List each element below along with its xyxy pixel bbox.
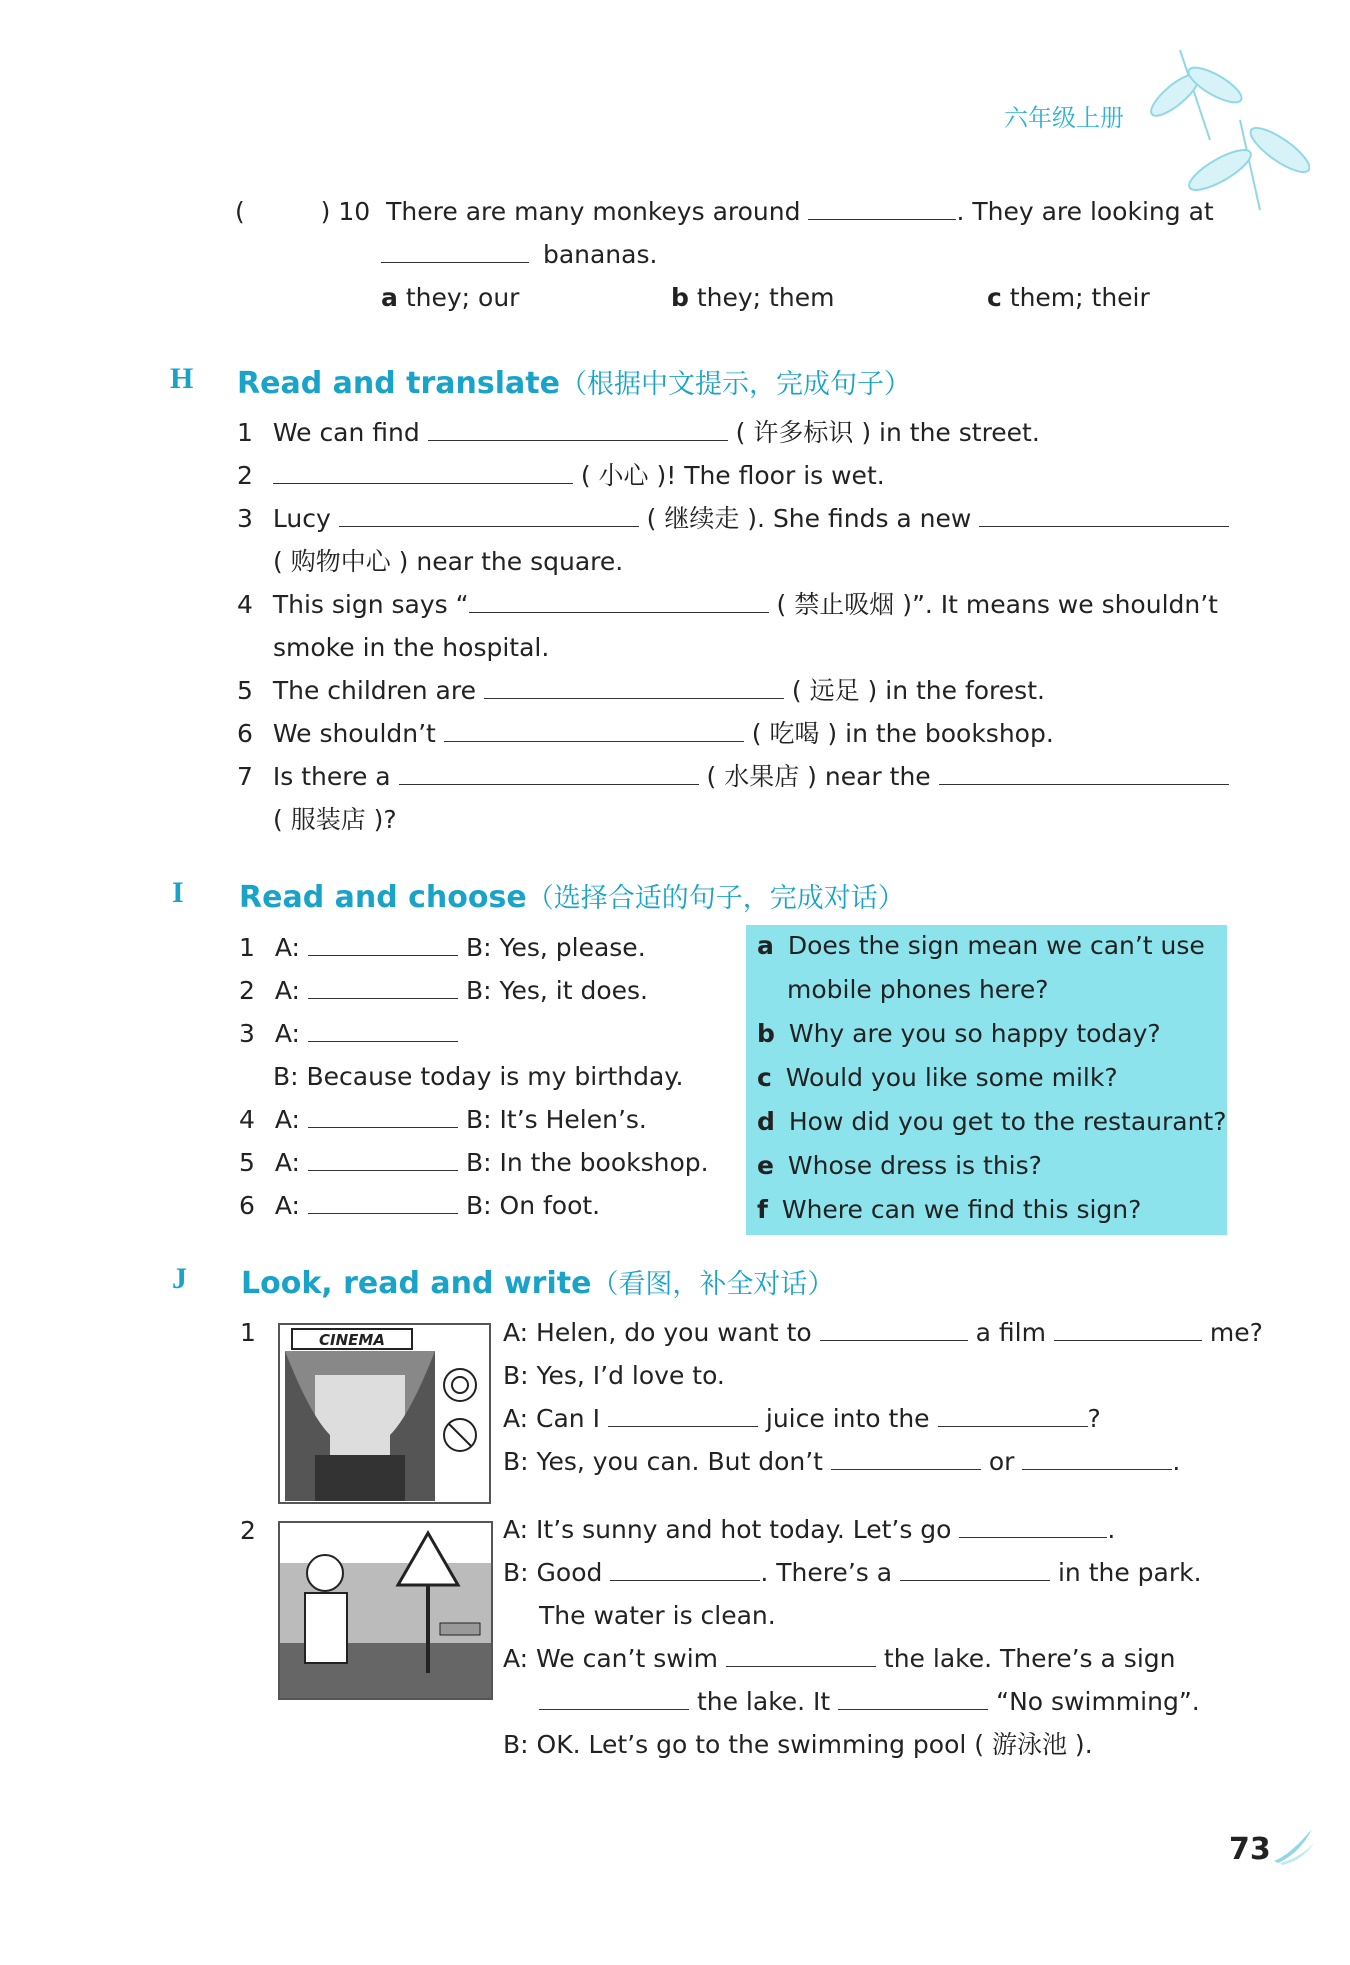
- i3-blank[interactable]: [308, 1019, 458, 1042]
- dialogue-text: A: It’s sunny and hot today. Let’s go: [503, 1515, 952, 1544]
- dialogue-text: B: Yes, you can. But don’t: [503, 1447, 823, 1476]
- h5-blank[interactable]: [484, 676, 784, 699]
- dialogue-text: .: [1172, 1447, 1181, 1476]
- dialogue-text: B: Good: [503, 1558, 603, 1587]
- d2-blank-1[interactable]: [959, 1515, 1107, 1538]
- d2-blank-4[interactable]: [726, 1644, 876, 1667]
- d2-line-1: [503, 1515, 1115, 1545]
- d2-blank-2[interactable]: [610, 1558, 760, 1581]
- option-c[interactable]: [757, 1063, 1118, 1093]
- item-text: ?: [383, 805, 397, 834]
- q10-line-1: [235, 197, 1214, 227]
- i5-blank[interactable]: [308, 1148, 458, 1171]
- option-d[interactable]: [757, 1107, 1227, 1137]
- q10-text-b: . They are looking at: [956, 197, 1214, 226]
- d2-line-2: [503, 1558, 1202, 1588]
- item-text: in the bookshop.: [845, 719, 1054, 748]
- h-item-6: [237, 719, 1054, 749]
- item-number: 1: [237, 418, 253, 447]
- row-number: 6: [239, 1191, 255, 1220]
- item-text: near the square.: [416, 547, 624, 576]
- dialogue-text: A: We can’t swim: [503, 1644, 718, 1673]
- h7-blank-2[interactable]: [939, 762, 1229, 785]
- dialogue-text: A: Helen, do you want to: [503, 1318, 812, 1347]
- q10-paren-close: ): [320, 197, 331, 226]
- i-row-2-answer: B: Yes, it does.: [466, 976, 648, 1005]
- option-a[interactable]: [757, 931, 1205, 961]
- item-text: We shouldn’t: [272, 719, 436, 748]
- q10-line-2: [381, 240, 657, 270]
- d1-blank-1[interactable]: [820, 1318, 968, 1341]
- option-text: they; them: [696, 283, 835, 312]
- item-text: ! The floor is wet.: [666, 461, 885, 490]
- hint: ( 许多标识 ): [735, 418, 872, 447]
- i2-blank[interactable]: [308, 976, 458, 999]
- i-row-4: [239, 1105, 458, 1135]
- section-i-letter: I: [172, 876, 184, 909]
- d1-blank-5[interactable]: [831, 1447, 981, 1470]
- q10-option-c[interactable]: [987, 283, 1150, 313]
- i-row-5-answer: B: In the bookshop.: [466, 1148, 709, 1177]
- i-row-1: [239, 933, 458, 963]
- q10-option-a[interactable]: [381, 283, 519, 313]
- dialogue-text: the lake. There’s a sign: [883, 1644, 1176, 1673]
- h-item-4: [237, 590, 1218, 620]
- item-number: 3: [237, 504, 253, 533]
- section-h-title-cn: （根据中文提示，完成句子）: [559, 369, 911, 400]
- section-h-title-en: Read and translate: [237, 366, 560, 401]
- option-letter: e: [757, 1151, 774, 1180]
- option-a-cont: mobile phones here?: [787, 975, 1049, 1004]
- h-item-3-cont: [273, 547, 623, 577]
- h3-blank-1[interactable]: [339, 504, 639, 527]
- option-letter: c: [987, 283, 1002, 312]
- h-item-1: [237, 418, 1040, 448]
- section-h-letter: H: [170, 362, 194, 395]
- cinema-picture: [278, 1323, 491, 1504]
- section-h-title: [237, 362, 911, 401]
- option-text: they; our: [405, 283, 520, 312]
- row-number: 2: [239, 976, 255, 1005]
- i4-blank[interactable]: [308, 1105, 458, 1128]
- item-text: . She finds a new: [757, 504, 972, 533]
- row-number: 1: [239, 933, 255, 962]
- section-j-title: [241, 1262, 834, 1301]
- page-number: 73: [1229, 1832, 1271, 1867]
- item-number: 2: [237, 461, 253, 490]
- item-number: 6: [237, 719, 253, 748]
- d2-line-3: The water is clean.: [539, 1601, 776, 1630]
- leaf-decoration-icon: [1270, 1825, 1316, 1865]
- d2-blank-3[interactable]: [900, 1558, 1050, 1581]
- section-i-title: [239, 876, 905, 915]
- section-j-title-cn: （看图，补全对话）: [591, 1269, 835, 1300]
- option-letter: b: [671, 283, 689, 312]
- item-number: 4: [237, 590, 253, 619]
- option-text: them; their: [1009, 283, 1150, 312]
- item-number: 7: [237, 762, 253, 791]
- q10-blank-2[interactable]: [381, 240, 529, 263]
- item-text: near the: [824, 762, 931, 791]
- j-item-2-number: 2: [240, 1516, 256, 1545]
- dialogue-text: in the park.: [1057, 1558, 1202, 1587]
- h2-blank[interactable]: [273, 461, 573, 484]
- d1-blank-4[interactable]: [938, 1404, 1088, 1427]
- section-i-title-cn: （选择合适的句子，完成对话）: [526, 883, 905, 914]
- option-letter: f: [757, 1195, 768, 1224]
- dialogue-text: juice into the: [765, 1404, 930, 1433]
- h3-blank-2[interactable]: [979, 504, 1229, 527]
- h4-blank[interactable]: [469, 590, 769, 613]
- i-row-6-answer: B: On foot.: [466, 1191, 601, 1220]
- hint: ( 吃喝 ): [751, 719, 838, 748]
- lake-picture: [278, 1521, 493, 1700]
- cinema-illustration: [280, 1325, 489, 1502]
- row-number: 4: [239, 1105, 255, 1134]
- d2-blank-6[interactable]: [838, 1687, 988, 1710]
- hint: ( 远足 ): [791, 676, 878, 705]
- d1-line-1: [503, 1318, 1263, 1348]
- row-label: A:: [274, 1019, 300, 1048]
- d1-blank-6[interactable]: [1022, 1447, 1172, 1470]
- option-text: Does the sign mean we can’t use: [787, 931, 1205, 960]
- i1-blank[interactable]: [308, 933, 458, 956]
- item-text: Lucy: [272, 504, 331, 533]
- option-text: How did you get to the restaurant?: [788, 1107, 1227, 1136]
- d1-line-4: [503, 1447, 1180, 1477]
- section-j-title-en: Look, read and write: [241, 1266, 592, 1301]
- row-number: 3: [239, 1019, 255, 1048]
- hint: ( 购物中心 ): [273, 547, 409, 576]
- section-i-title-en: Read and choose: [239, 880, 527, 915]
- option-letter: d: [757, 1107, 775, 1136]
- option-text: Whose dress is this?: [787, 1151, 1042, 1180]
- q10-option-b[interactable]: [671, 283, 834, 313]
- option-text: Where can we find this sign?: [781, 1195, 1142, 1224]
- d1-line-2: B: Yes, I’d love to.: [503, 1361, 725, 1390]
- h1-blank[interactable]: [428, 418, 728, 441]
- option-letter: a: [381, 283, 398, 312]
- hint: ( 小心 ): [580, 461, 667, 490]
- dialogue-text: “No swimming”.: [996, 1687, 1200, 1716]
- cinema-sign-text: CINEMA: [319, 1331, 385, 1349]
- option-b[interactable]: [757, 1019, 1161, 1049]
- row-number: 5: [239, 1148, 255, 1177]
- i-row-6: [239, 1191, 458, 1221]
- dialogue-text: the lake. It: [696, 1687, 831, 1716]
- i-row-4-answer: B: It’s Helen’s.: [466, 1105, 647, 1134]
- grade-label: 六年级上册: [1004, 104, 1124, 132]
- h-item-5: [237, 676, 1045, 706]
- item-text: We can find: [272, 418, 420, 447]
- hint: ( 禁止吸烟 ): [776, 590, 912, 619]
- d2-line-4: [503, 1644, 1175, 1674]
- q10-number: 10: [338, 197, 371, 226]
- i-row-2: [239, 976, 458, 1006]
- option-letter: b: [757, 1019, 775, 1048]
- dialogue-text: .: [1107, 1515, 1116, 1544]
- option-f[interactable]: [757, 1195, 1141, 1225]
- h-item-7: [237, 762, 1229, 792]
- dialogue-text: A: Can I: [503, 1404, 600, 1433]
- hint: ( 服装店 ): [273, 805, 384, 834]
- item-text: The children are: [272, 676, 476, 705]
- dialogue-text: me?: [1209, 1318, 1263, 1347]
- q10-text-c: bananas.: [542, 240, 658, 269]
- i6-blank[interactable]: [308, 1191, 458, 1214]
- hint: ( 继续走 ): [646, 504, 758, 533]
- item-text: in the forest.: [885, 676, 1045, 705]
- h6-blank[interactable]: [444, 719, 744, 742]
- dialogue-text: . There’s a: [760, 1558, 893, 1587]
- option-e[interactable]: [757, 1151, 1042, 1181]
- option-text: Why are you so happy today?: [788, 1019, 1161, 1048]
- item-text: in the street.: [879, 418, 1040, 447]
- i-row-3-answer: B: Because today is my birthday.: [273, 1062, 684, 1091]
- option-letter: c: [757, 1063, 772, 1092]
- i-row-5: [239, 1148, 458, 1178]
- dialogue-text: or: [988, 1447, 1015, 1476]
- i-row-3: [239, 1019, 458, 1049]
- i-row-1-answer: B: Yes, please.: [466, 933, 646, 962]
- hint: ( 水果店 ): [706, 762, 817, 791]
- d1-blank-2[interactable]: [1054, 1318, 1202, 1341]
- dialogue-text: a film: [975, 1318, 1046, 1347]
- h-item-7-cont: [273, 805, 397, 835]
- h-item-3: [237, 504, 1229, 534]
- q10-text-a: There are many monkeys around: [386, 197, 801, 226]
- row-label: A:: [274, 933, 300, 962]
- item-number: 5: [237, 676, 253, 705]
- d1-line-3: [503, 1404, 1101, 1434]
- lake-illustration: [280, 1523, 491, 1698]
- section-j-letter: J: [172, 1262, 187, 1295]
- q10-blank-1[interactable]: [808, 197, 956, 220]
- row-label: A:: [274, 1148, 300, 1177]
- item-text: This sign says “: [272, 590, 469, 619]
- item-text: Is there a: [272, 762, 391, 791]
- row-label: A:: [274, 1105, 300, 1134]
- dialogue-text: ?: [1087, 1404, 1101, 1433]
- d2-line-5: [539, 1687, 1200, 1717]
- d2-line-6: B: OK. Let’s go to the swimming pool ( 游泳池 ).: [503, 1730, 1093, 1759]
- d2-blank-5[interactable]: [539, 1687, 689, 1710]
- item-text: ”. It means we shouldn’t: [911, 590, 1218, 619]
- row-label: A:: [274, 976, 300, 1005]
- j-item-1-number: 1: [240, 1318, 256, 1347]
- row-label: A:: [274, 1191, 300, 1220]
- option-text: Would you like some milk?: [785, 1063, 1118, 1092]
- d1-blank-3[interactable]: [608, 1404, 758, 1427]
- option-letter: a: [757, 931, 774, 960]
- h-item-4-cont: smoke in the hospital.: [273, 633, 550, 662]
- q10-paren-open: (: [235, 197, 245, 226]
- h-item-2: [237, 461, 885, 491]
- h7-blank-1[interactable]: [399, 762, 699, 785]
